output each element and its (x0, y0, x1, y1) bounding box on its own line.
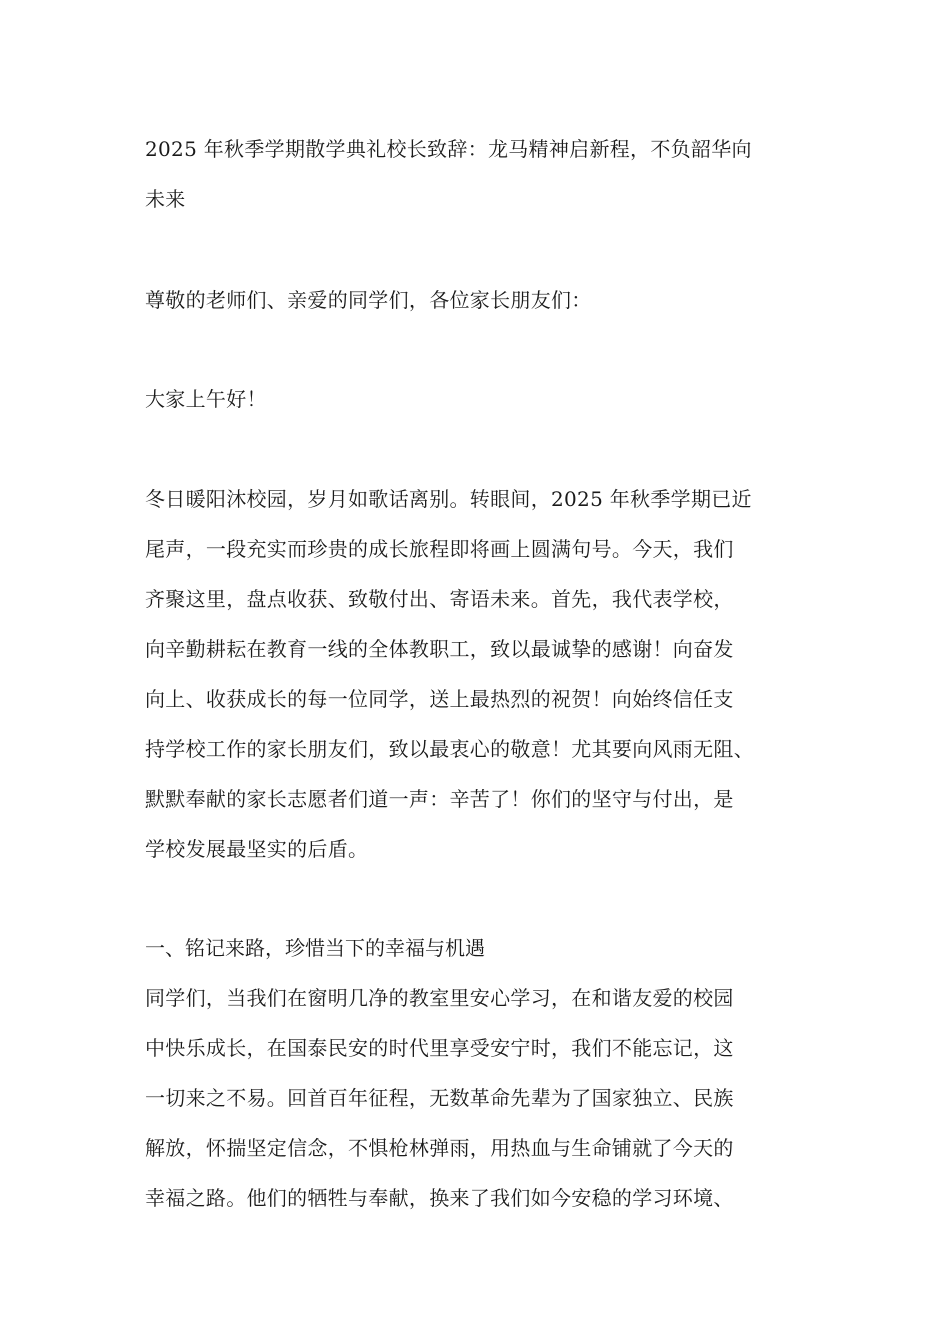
section-heading: 一、铭记来路，珍惜当下的幸福与机遇 (145, 936, 485, 960)
salutation (145, 275, 835, 325)
paragraph-line: 向辛勤耕耘在教育一线的全体教职工，致以最诚挚的感谢！向奋发 (145, 637, 734, 661)
document-title (145, 124, 835, 224)
paragraph-line: 幸福之路。他们的牺牲与奉献，换来了我们如今安稳的学习环境、 (145, 1186, 734, 1210)
paragraph-line: 齐聚这里，盘点收获、致敬付出、寄语未来。首先，我代表学校， (145, 587, 734, 611)
section1-paragraph (145, 973, 835, 1223)
paragraph-line: 冬日暖阳沐校园，岁月如歌话离别。转眼间，2025 年秋季学期已近 (145, 487, 752, 511)
title-line-2: 未来 (145, 187, 186, 211)
paragraph-line: 持学校工作的家长朋友们，致以最衷心的敬意！尤其要向风雨无阻、 (145, 737, 754, 761)
greeting (145, 374, 835, 424)
greeting-text: 大家上午好！ (145, 387, 267, 411)
paragraph-line: 解放，怀揣坚定信念，不惧枪林弹雨，用热血与生命铺就了今天的 (145, 1136, 734, 1160)
paragraph-line: 学校发展最坚实的后盾。 (145, 837, 369, 861)
title-line-1: 2025 年秋季学期散学典礼校长致辞：龙马精神启新程，不负韶华向 (145, 137, 752, 161)
paragraph-line: 一切来之不易。回首百年征程，无数革命先辈为了国家独立、民族 (145, 1086, 734, 1110)
paragraph-line: 同学们，当我们在窗明几净的教室里安心学习，在和谐友爱的校园 (145, 986, 734, 1010)
intro-paragraph (145, 474, 835, 874)
paragraph-line: 尾声，一段充实而珍贵的成长旅程即将画上圆满句号。今天，我们 (145, 537, 734, 561)
salutation-text: 尊敬的老师们、亲爱的同学们，各位家长朋友们： (145, 288, 592, 312)
paragraph-line: 默默奉献的家长志愿者们道一声：辛苦了！你们的坚守与付出，是 (145, 787, 734, 811)
paragraph-line: 中快乐成长，在国泰民安的时代里享受安宁时，我们不能忘记，这 (145, 1036, 734, 1060)
paragraph-line: 向上、收获成长的每一位同学，送上最热烈的祝贺！向始终信任支 (145, 687, 734, 711)
